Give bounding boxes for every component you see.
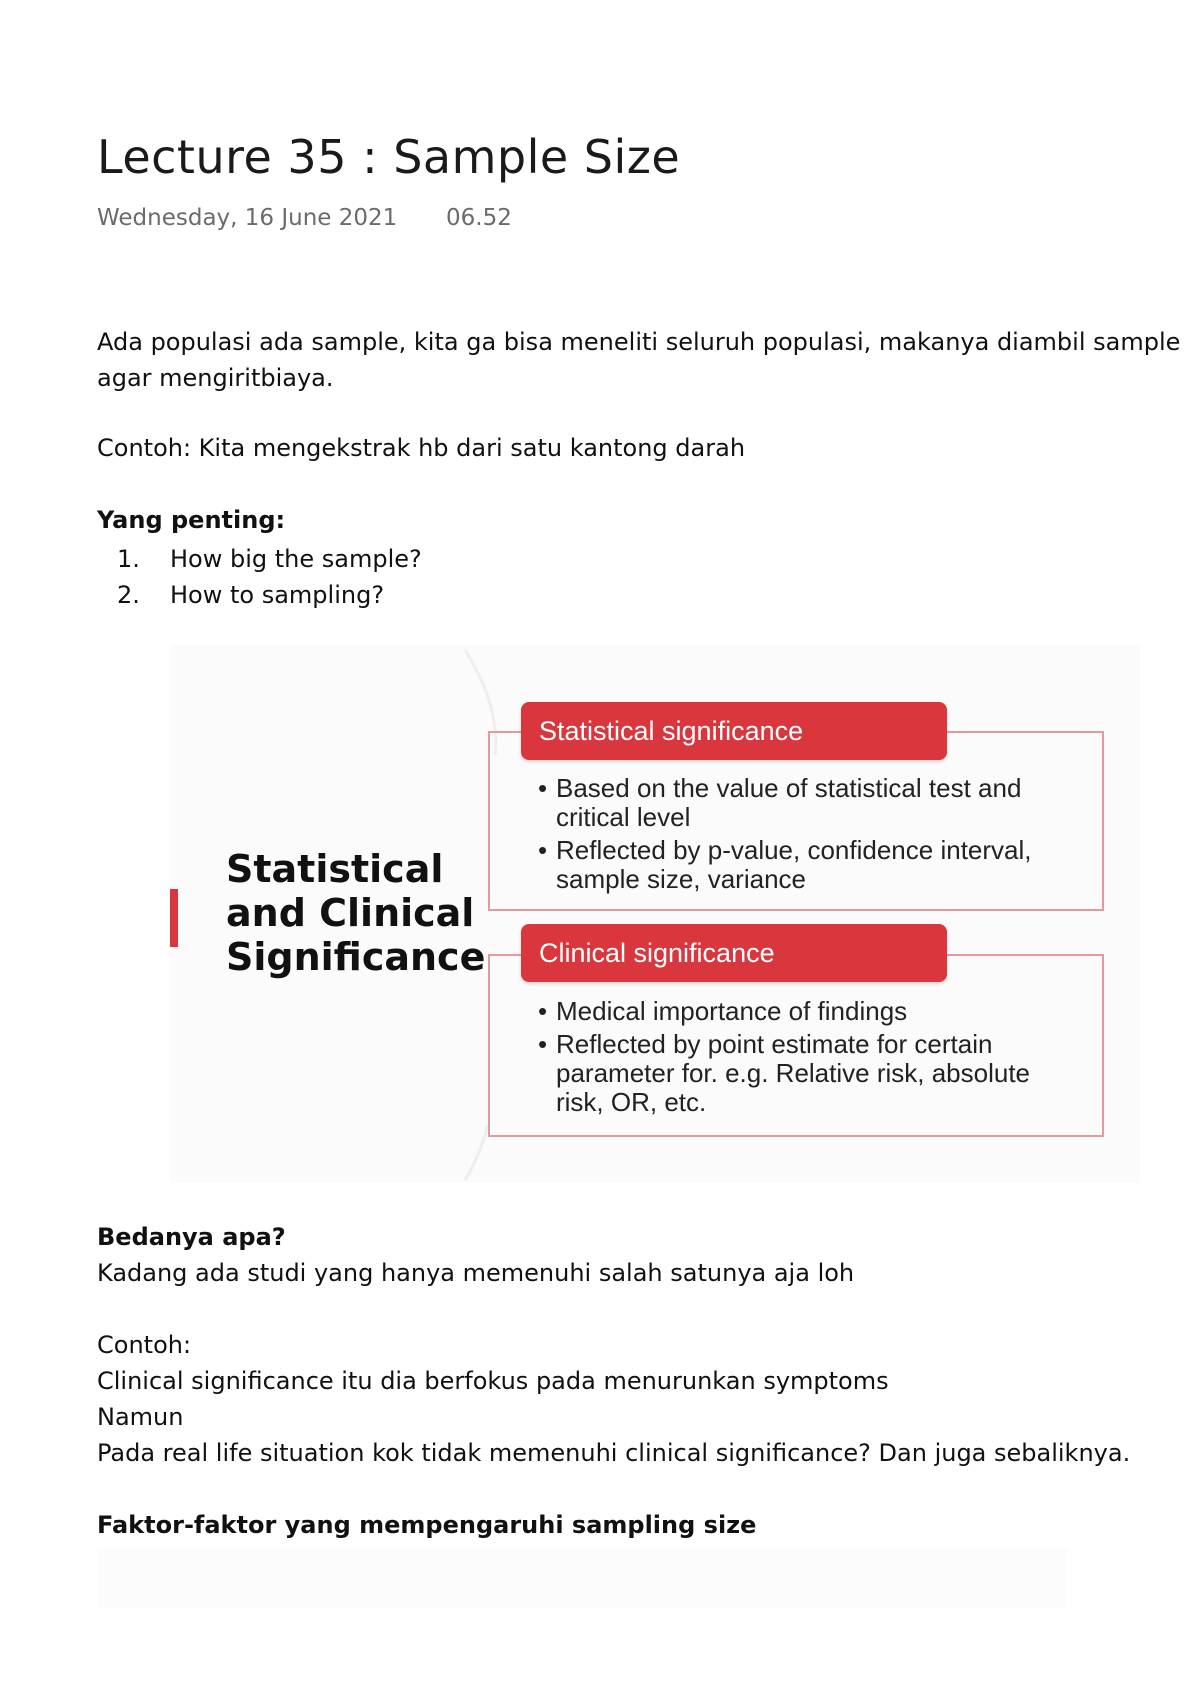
statistical-bullet-2: • Reflected by p-value, confidence interval, sample size, variance [538,836,1032,894]
difference-line: Kadang ada studi yang hanya memenuhi salah satunya aja loh [97,1259,855,1287]
list-number-2: 2. [117,581,140,609]
example-line-1: Clinical significance itu dia berfokus pada menurunkan symptoms [97,1367,889,1395]
page-date: Wednesday, 16 June 2021 [97,205,398,231]
intro-line-1: Ada populasi ada sample, kita ga bisa meneliti seluruh populasi, makanya diambil sample [97,328,1181,356]
list-item-2: How to sampling? [170,581,385,609]
intro-example: Contoh: Kita mengekstrak hb dari satu kantong darah [97,434,746,462]
list-item-1: How big the sample? [170,545,422,573]
important-heading: Yang penting: [97,506,286,534]
clinical-bullets [538,997,1030,1121]
example-line-3: Pada real life situation kok tidak memenuhi clinical significance? Dan juga sebaliknya. [97,1439,1131,1467]
statistical-bullets [538,774,1032,898]
factors-heading: Faktor-faktor yang mempengaruhi sampling size [97,1511,757,1539]
statistical-significance-label: Statistical significance [521,702,947,760]
page-title: Lecture 35 : Sample Size [97,130,681,184]
intro-line-2: agar mengiritbiaya. [97,364,334,392]
example-line-2: Namun [97,1403,184,1431]
slide-heading [226,847,485,979]
slide-heading-line-1: Statistical [226,847,444,891]
clinical-significance-label: Clinical significance [521,924,947,982]
difference-heading: Bedanya apa? [97,1223,286,1251]
faint-image-strip [97,1548,1067,1608]
list-number-1: 1. [117,545,140,573]
clinical-bullet-1: • Medical importance of findings [538,997,1030,1026]
slide-heading-line-2: and Clinical [226,891,475,935]
page-time: 06.52 [446,205,512,231]
example-label: Contoh: [97,1331,192,1359]
clinical-bullet-2: • Reflected by point estimate for certain parameter for. e.g. Relative risk, absolute risk, OR, etc. [538,1030,1030,1117]
statistical-bullet-1: • Based on the value of statistical test and critical level [538,774,1032,832]
slide-accent-bar [170,889,178,947]
slide-heading-line-3: Significance [226,935,486,979]
